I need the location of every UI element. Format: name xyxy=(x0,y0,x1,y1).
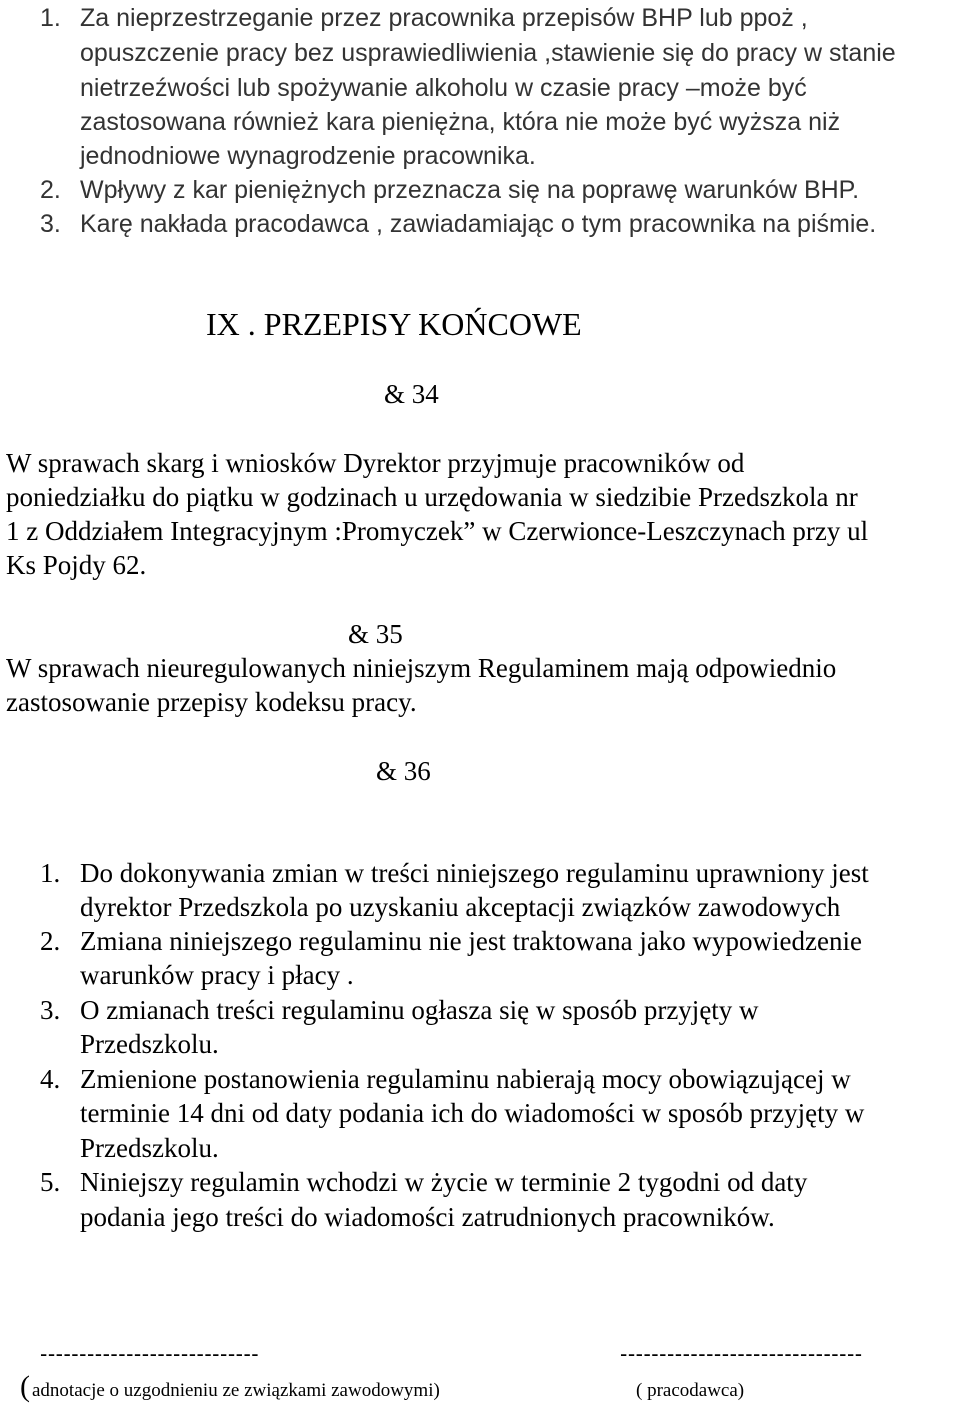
list-item-text: Za nieprzestrzeganie przez pracownika przepisów BHP lub ppoż , xyxy=(80,4,808,32)
list-item-text: zastosowana również kara pieniężna, która nie może być wyższa niż xyxy=(80,108,841,136)
list-item-number: 4. xyxy=(40,1064,61,1094)
signature-caption-left: adnotacje o uzgodnieniu ze związkami zawodowymi) xyxy=(32,1380,440,1401)
paragraph-line: Ks Pojdy 62. xyxy=(6,550,147,580)
paragraph-line: W sprawach nieuregulowanych niniejszym Regulaminem mają odpowiednio xyxy=(6,653,837,683)
list-item-number: 5. xyxy=(40,1167,61,1197)
list-item-text: opuszczenie pracy bez usprawiedliwienia ,stawienie się do pracy w stanie xyxy=(80,39,896,67)
paragraph-line: W sprawach skarg i wniosków Dyrektor przyjmuje pracowników od xyxy=(6,448,745,478)
paragraph-title: & 34 xyxy=(384,379,439,409)
list-item-number: 3. xyxy=(40,210,61,238)
caption-paren: ( xyxy=(20,1370,30,1403)
paragraph-line: 1 z Oddziałem Integracyjnym :Promyczek” w Czerwionce-Leszczynach przy ul xyxy=(6,516,869,546)
list-item-text: Zmienione postanowienia regulaminu nabierają mocy obowiązującej w xyxy=(80,1064,851,1094)
section-heading: IX . PRZEPISY KOŃCOWE xyxy=(206,306,582,342)
list-item-text: Przedszkolu. xyxy=(80,1029,219,1059)
list-item-text: Niniejszy regulamin wchodzi w życie w terminie 2 tygodni od daty xyxy=(80,1167,808,1197)
list-item-number: 1. xyxy=(40,858,61,888)
paragraph-title: & 35 xyxy=(348,619,403,649)
list-item-number: 3. xyxy=(40,995,61,1025)
list-item-text: nietrzeźwości lub spożywanie alkoholu w czasie pracy –może być xyxy=(80,74,807,102)
list-item-number: 1. xyxy=(40,4,61,32)
list-item-text: warunków pracy i płacy . xyxy=(80,960,354,990)
list-item-text: Wpływy z kar pieniężnych przeznacza się na poprawę warunków BHP. xyxy=(80,176,860,204)
signature-line-right: ------------------------------- xyxy=(620,1341,863,1366)
list-item-text: O zmianach treści regulaminu ogłasza się w sposób przyjęty w xyxy=(80,995,759,1025)
list-item-text: Do dokonywania zmian w treści niniejszego regulaminu uprawniony jest xyxy=(80,858,869,888)
list-item-text: terminie 14 dni od daty podania ich do wiadomości w sposób przyjęty w xyxy=(80,1098,865,1128)
list-item-text: podania jego treści do wiadomości zatrudnionych pracowników. xyxy=(80,1202,775,1232)
list-item-text: Karę nakłada pracodawca , zawiadamiając o tym pracownika na piśmie. xyxy=(80,210,877,238)
list-item-text: dyrektor Przedszkola po uzyskaniu akceptacji związków zawodowych xyxy=(80,892,841,922)
paragraph-line: poniedziałku do piątku w godzinach u urzędowania w siedzibie Przedszkola nr xyxy=(6,482,858,512)
list-item-text: jednodniowe wynagrodzenie pracownika. xyxy=(80,142,536,170)
list-item-text: Przedszkolu. xyxy=(80,1133,219,1163)
signature-line-left: ---------------------------- xyxy=(40,1341,260,1366)
paragraph-title: & 36 xyxy=(376,756,431,786)
list-item-number: 2. xyxy=(40,176,61,204)
paragraph-line: zastosowanie przepisy kodeksu pracy. xyxy=(6,687,417,717)
list-item-text: Zmiana niniejszego regulaminu nie jest traktowana jako wypowiedzenie xyxy=(80,926,862,956)
list-item-number: 2. xyxy=(40,926,61,956)
signature-caption-right: ( pracodawca) xyxy=(636,1380,745,1401)
